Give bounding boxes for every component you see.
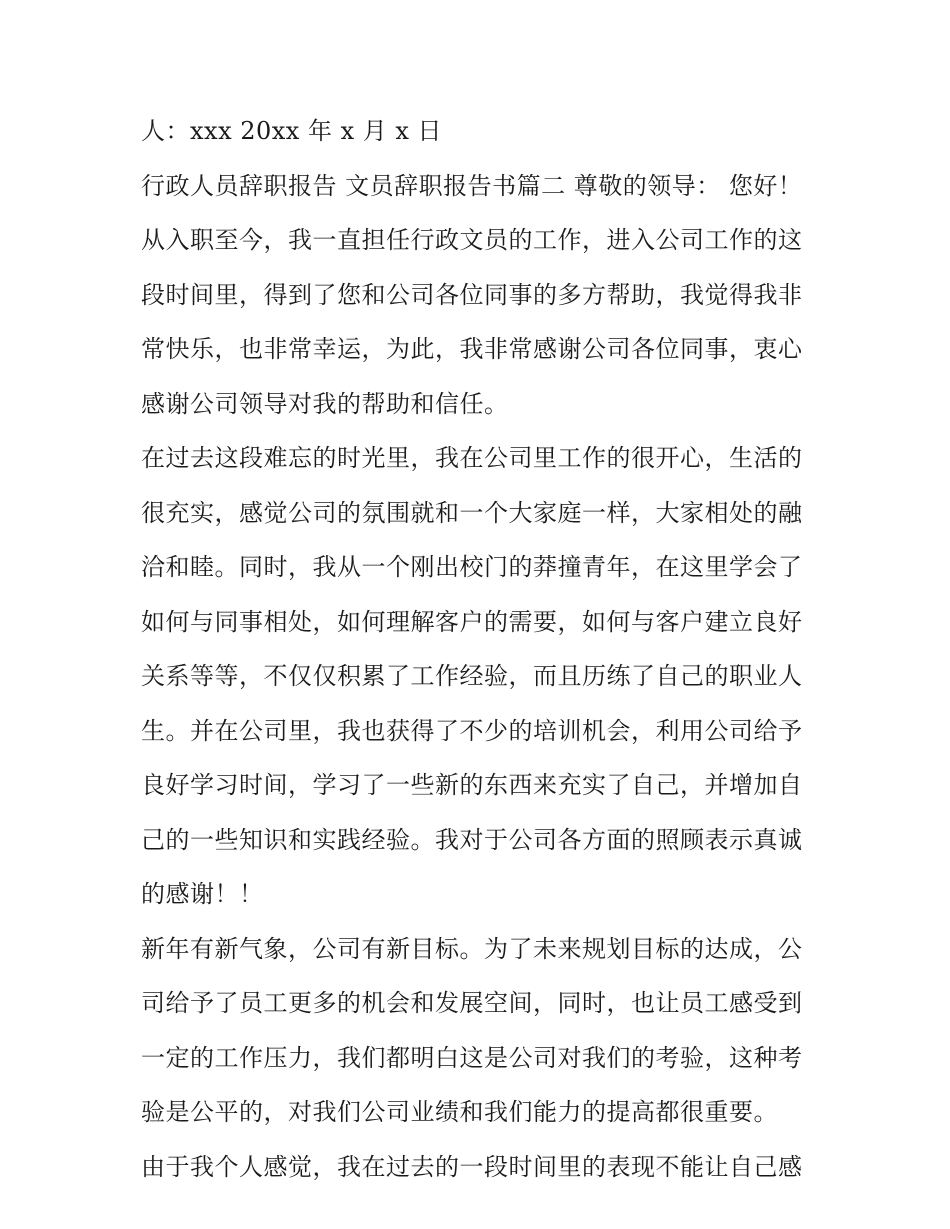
signature-text: 人：xxx 20xx 年 x 月 x 日: [141, 117, 443, 145]
paragraph-3: [141, 922, 813, 1140]
text-line: 的感谢！！: [141, 880, 264, 908]
text-line: 在过去这段难忘的时光里，我在公司里工作的很开心，生活的: [141, 444, 803, 472]
text-line: 良好学习时间，学习了一些新的东西来充实了自己，并增加自: [141, 771, 803, 799]
text-line: 一定的工作压力，我们都明白这是公司对我们的考验，这种考: [141, 1043, 803, 1072]
text-line: 新年有新气象，公司有新目标。为了未来规划目标的达成，公: [141, 934, 803, 963]
heading-line: [141, 159, 813, 214]
text-line: 由于我个人感觉，我在过去的一段时间里的表现不能让自己感: [141, 1152, 803, 1181]
text-line: 常快乐，也非常幸运，为此，我非常感谢公司各位同事，衷心: [141, 335, 803, 363]
text-line: 己的一些知识和实践经验。我对于公司各方面的照顾表示真诚: [141, 825, 803, 854]
text-line: 从入职至今，我一直担任行政文员的工作，进入公司工作的这: [141, 226, 803, 254]
text-line: 关系等等，不仅仅积累了工作经验，而且历练了自己的职业人: [141, 662, 803, 690]
signature-line: [141, 104, 813, 159]
text-line: 感谢公司领导对我的帮助和信任。: [141, 389, 509, 418]
paragraph-1: [141, 213, 813, 431]
paragraph-4: [141, 1140, 813, 1195]
paragraph-2: [141, 431, 813, 922]
text-line: 很充实，感觉公司的氛围就和一个大家庭一样，大家相处的融: [141, 498, 803, 527]
text-line: 验是公平的，对我们公司业绩和我们能力的提高都很重要。: [141, 1098, 778, 1126]
text-line: 洽和睦。同时，我从一个刚出校门的莽撞青年，在这里学会了: [141, 553, 803, 581]
text-line: 段时间里，得到了您和公司各位同事的多方帮助，我觉得我非: [141, 280, 803, 309]
document-body: [141, 104, 813, 1194]
heading-text: 行政人员辞职报告 文员辞职报告书篇二 尊敬的领导： 您好！: [141, 171, 803, 200]
text-line: 生。并在公司里，我也获得了不少的培训机会，利用公司给予: [141, 716, 803, 745]
text-line: 司给予了员工更多的机会和发展空间，同时，也让员工感受到: [141, 989, 803, 1017]
text-line: 如何与同事相处，如何理解客户的需要，如何与客户建立良好: [141, 607, 803, 636]
